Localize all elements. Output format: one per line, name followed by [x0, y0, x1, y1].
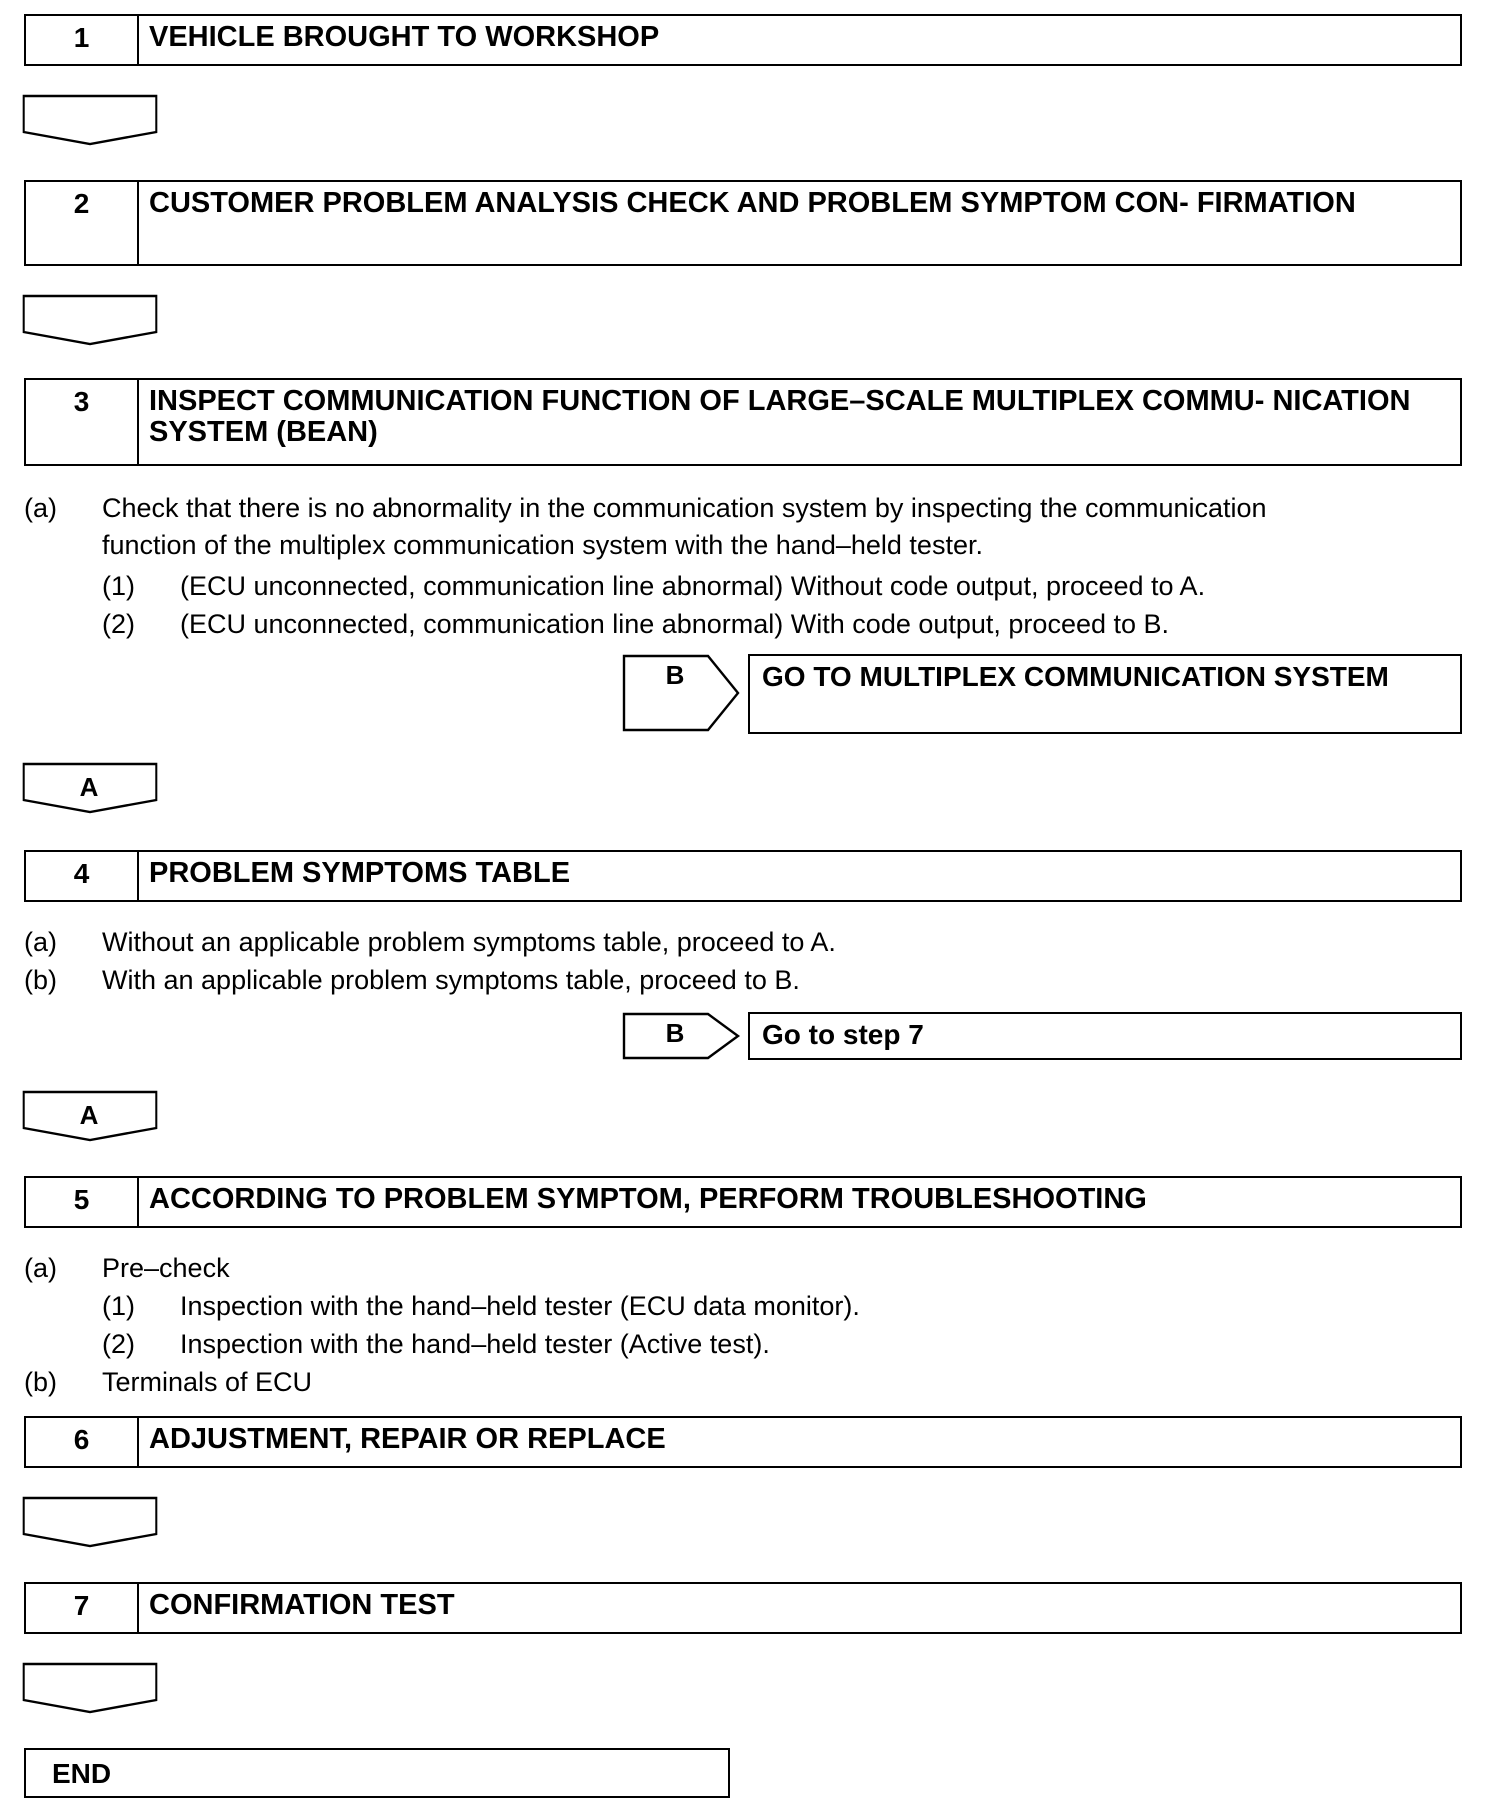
flow-connector-6 [22, 1496, 162, 1552]
flow-connector-a [22, 1090, 162, 1146]
item-marker: (b) [24, 1367, 57, 1397]
item-text: (ECU unconnected, communication line abnormal) Without code output, proceed to A. [180, 571, 1206, 601]
step3-instruction-a [24, 492, 1464, 562]
step-title: PROBLEM SYMPTOMS TABLE [149, 857, 571, 889]
item-marker: (a) [24, 493, 57, 523]
step-6-box [24, 1416, 1462, 1468]
item-text: Inspection with the hand–held tester (Active test). [180, 1329, 770, 1359]
step-4-box [24, 850, 1462, 902]
branch-label: B [665, 1018, 685, 1048]
step-number: 5 [26, 1178, 139, 1226]
flow-connector-7 [22, 1662, 162, 1718]
step-number: 4 [26, 852, 139, 900]
item-marker: (1) [102, 571, 135, 601]
step-title: VEHICLE BROUGHT TO WORKSHOP [149, 21, 660, 53]
flow-connector-1 [22, 94, 162, 150]
step-1-box [24, 14, 1462, 66]
item-text-line1: Check that there is no abnormality in the communication system by inspecting the communication [102, 493, 1267, 523]
connector-label: A [79, 772, 99, 802]
connector-label: A [79, 1100, 99, 1130]
item-marker: (1) [102, 1291, 135, 1321]
step-number: 7 [26, 1584, 139, 1632]
branch-label: B [665, 660, 685, 690]
step-title: INSPECT COMMUNICATION FUNCTION OF LARGE–SCALE MULTIPLEX COMMU- NICATION SYSTEM (BEAN) [149, 385, 1411, 448]
step5-item-b [24, 1366, 1424, 1400]
branch-b-arrow [622, 1012, 742, 1062]
step-5-box [24, 1176, 1462, 1228]
branch-target-box: GO TO MULTIPLEX COMMUNICATION SYSTEM [748, 654, 1462, 734]
step-3-box [24, 378, 1462, 466]
item-marker: (2) [102, 1329, 135, 1359]
branch-b-arrow [622, 654, 742, 734]
flow-connector-a [22, 762, 162, 818]
step5-subitem-1 [102, 1290, 1402, 1324]
item-text: With an applicable problem symptoms table, proceed to B. [102, 965, 800, 995]
step-number: 2 [26, 182, 139, 264]
step4-item-b [24, 964, 1424, 998]
step3-subitem-2 [102, 608, 1402, 642]
item-text: (ECU unconnected, communication line abnormal) With code output, proceed to B. [180, 609, 1170, 639]
branch-target-box: Go to step 7 [748, 1012, 1462, 1060]
step-title: CUSTOMER PROBLEM ANALYSIS CHECK AND PROBLEM SYMPTOM CON- FIRMATION [149, 187, 1356, 219]
item-text: Pre–check [102, 1253, 230, 1283]
item-marker: (a) [24, 1253, 57, 1283]
step-7-box [24, 1582, 1462, 1634]
step-number: 3 [26, 380, 139, 464]
item-text-line2: function of the multiplex communication system with the hand–held tester. [102, 530, 983, 560]
step3-subitem-1 [102, 570, 1402, 604]
step-title: ACCORDING TO PROBLEM SYMPTOM, PERFORM TROUBLESHOOTING [149, 1183, 1147, 1215]
item-marker: (2) [102, 609, 135, 639]
item-marker: (a) [24, 927, 57, 957]
step-2-box [24, 180, 1462, 266]
flow-connector-2 [22, 294, 162, 350]
step5-item-a [24, 1252, 1424, 1286]
step5-subitem-2 [102, 1328, 1402, 1362]
step-title: CONFIRMATION TEST [149, 1589, 455, 1621]
item-marker: (b) [24, 965, 57, 995]
item-text: Without an applicable problem symptoms table, proceed to A. [102, 927, 836, 957]
step-number: 1 [26, 16, 139, 64]
step4-item-a [24, 926, 1424, 960]
step-title: ADJUSTMENT, REPAIR OR REPLACE [149, 1423, 666, 1455]
item-text: Inspection with the hand–held tester (ECU data monitor). [180, 1291, 860, 1321]
step-number: 6 [26, 1418, 139, 1466]
item-text: Terminals of ECU [102, 1367, 313, 1397]
end-box: END [24, 1748, 730, 1798]
